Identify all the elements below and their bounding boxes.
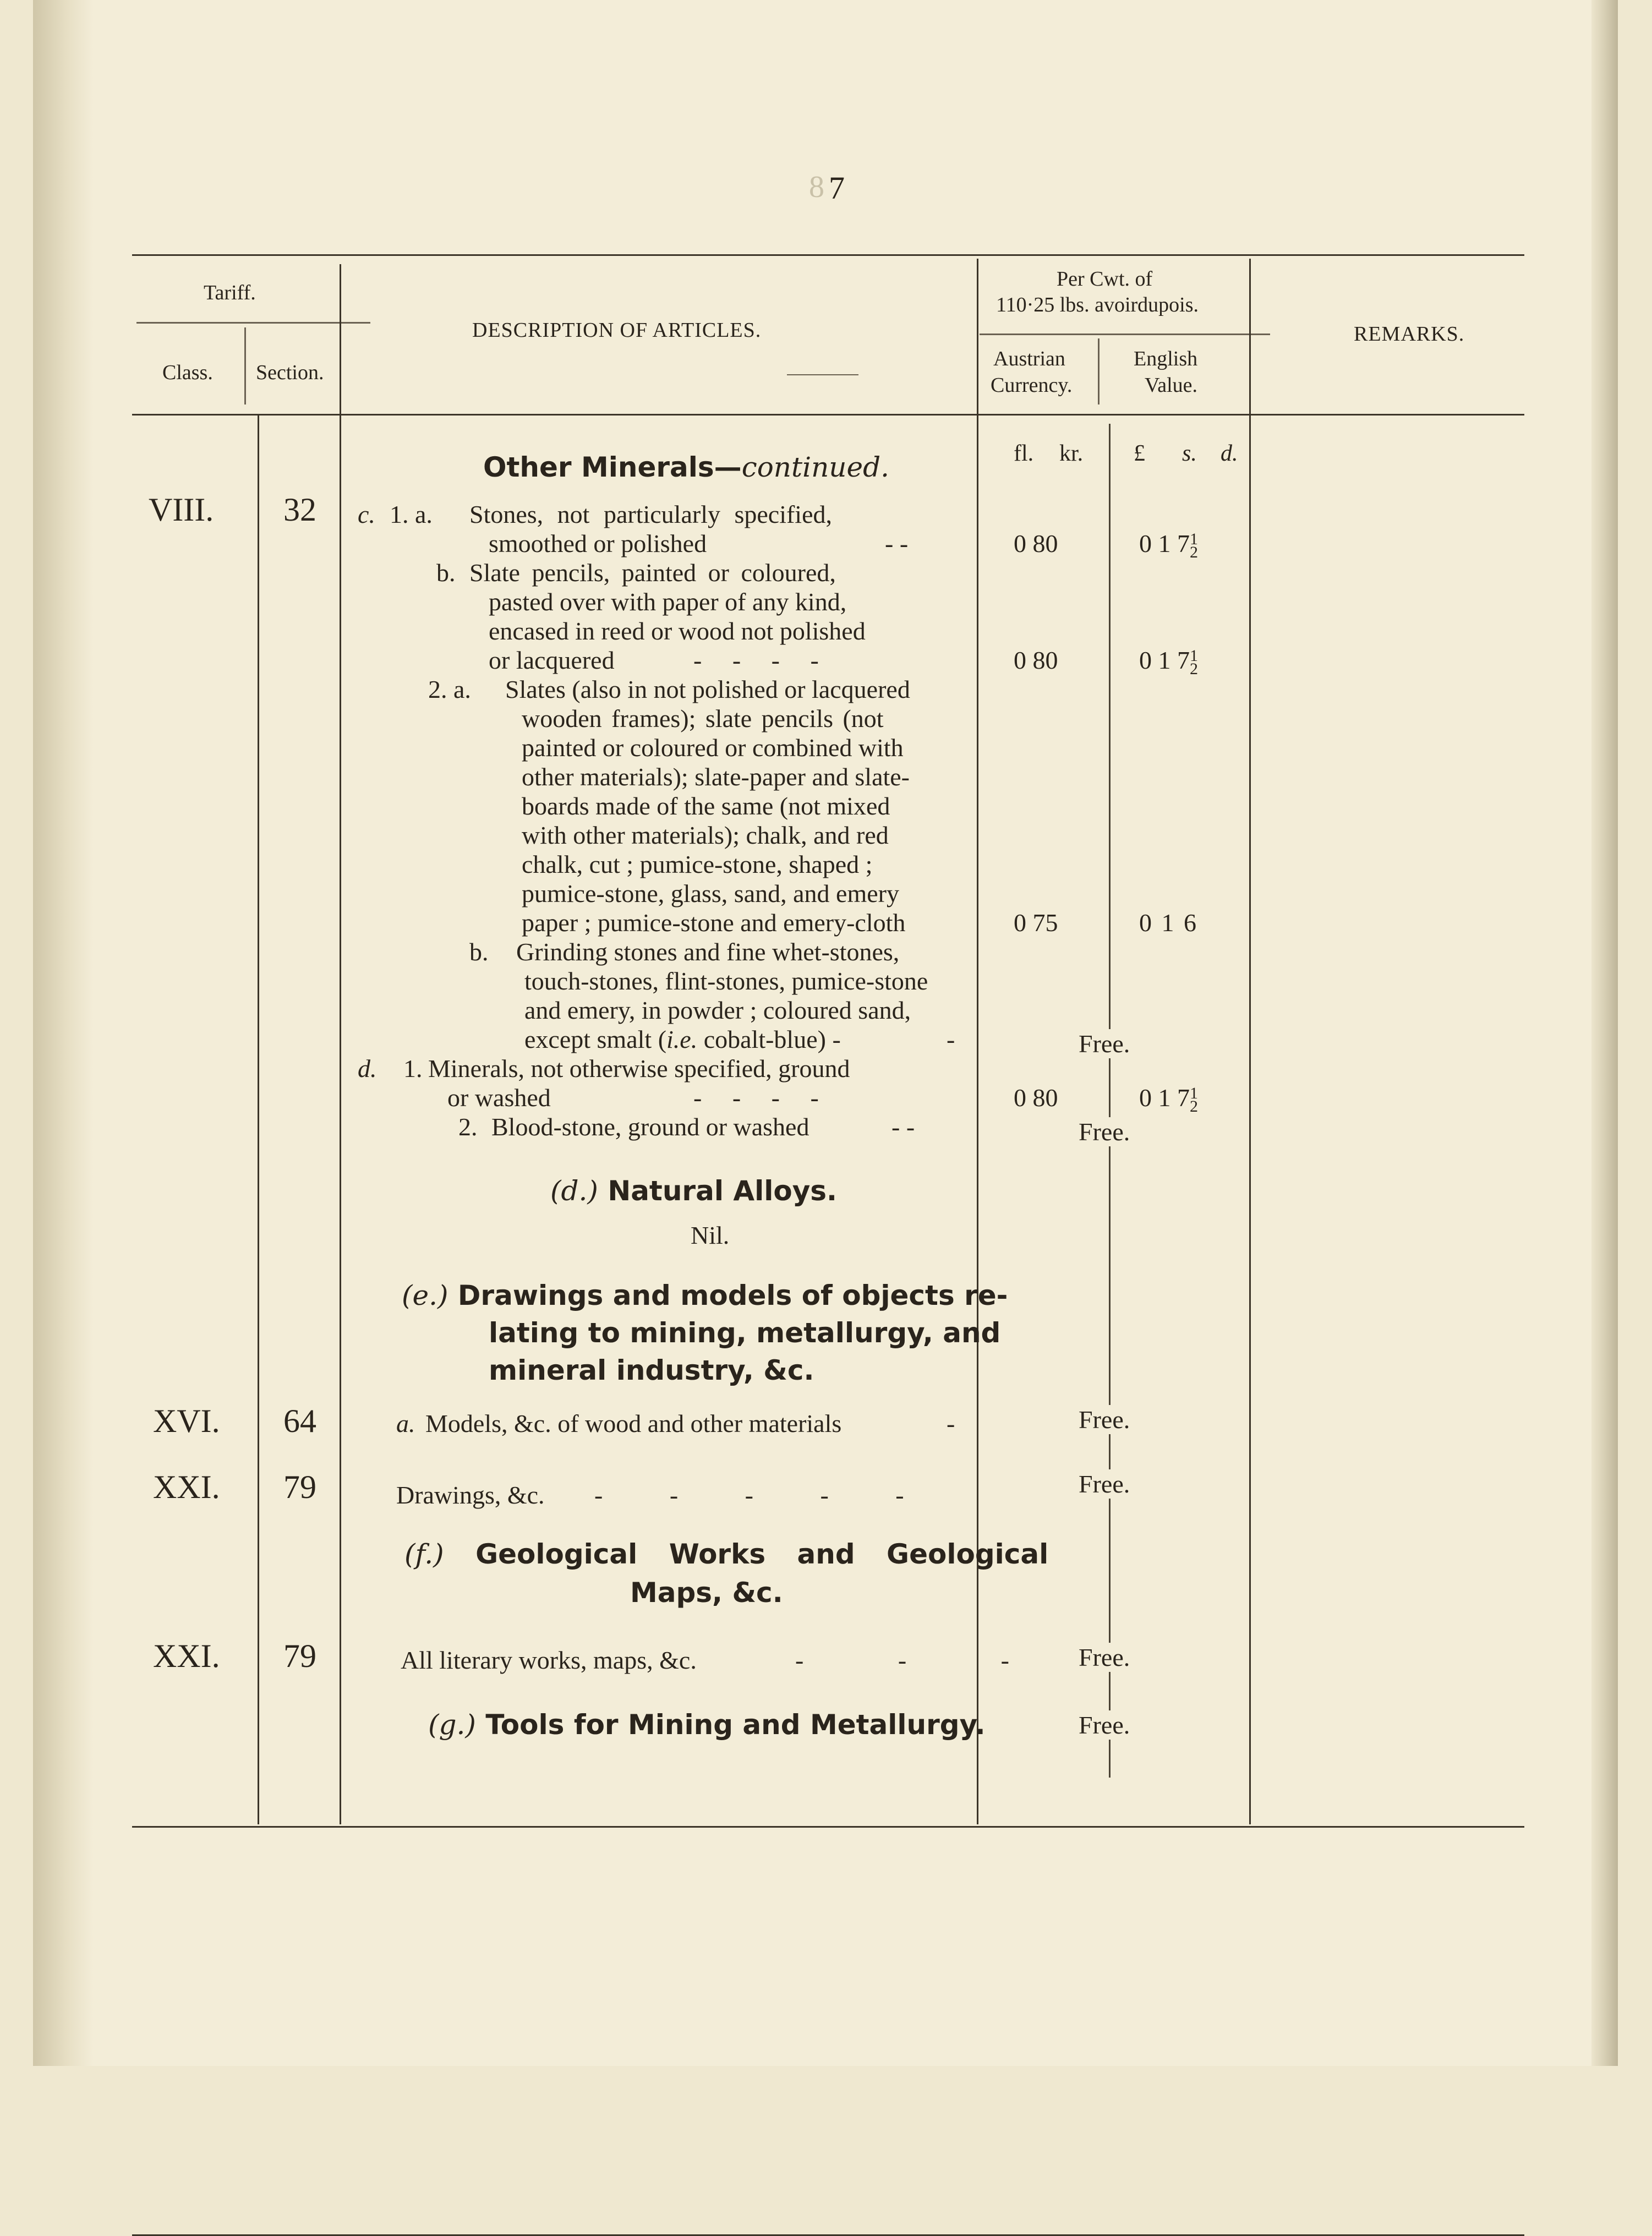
page-edge [1591,0,1618,2066]
d1-dash: - - - - [693,1084,819,1112]
c1a-austrian: 0 80 [1014,529,1058,557]
natural-alloys-heading [550,1175,837,1207]
c1b-english [1139,646,1198,679]
ea-text: Models, &c. of wood and other materials [425,1409,842,1437]
class-section-divider-header [244,327,246,404]
c1b-dash: - - - - [693,646,819,674]
c1b-austrian: 0 80 [1014,646,1058,674]
c1a-line-2: smoothed or polished [489,529,707,557]
ea-free: Free. [1079,1406,1130,1434]
header-austrian-1: Austrian [993,347,1065,370]
half-num: 1 [1190,647,1198,665]
class-xxi-2: XXI. [153,1638,220,1674]
c1a-english-text: 0 1 7 [1139,529,1190,557]
alloys-label: (d.) [550,1175,598,1207]
c2b-num: b. [469,938,489,966]
unit-d [1221,440,1238,467]
c2a-line-1: Slates (also in not polished or lacquered [505,675,910,703]
drawings-text: Drawings, &c. [396,1481,545,1509]
d2-free: Free. [1079,1118,1130,1146]
c1b-line-1: Slate pencils, painted or coloured, [469,559,836,587]
c2b-dash: - [947,1025,955,1053]
c1b-line-4: or lacquered [489,646,615,674]
heading-other-minerals [483,451,889,483]
c1b-line-2: pasted over with paper of any kind, [489,588,847,616]
alloys-title: Natural Alloys. [608,1175,838,1207]
header-english-2: Value. [1145,374,1198,397]
half-num: 1 [1190,1084,1198,1103]
c2a-line-7: chalk, cut ; pumice-stone, shaped ; [522,850,873,878]
class-section-divider [258,416,259,1824]
half-den: 2 [1190,543,1198,562]
c2a-line-2: wooden frames); slate pencils (not [522,704,884,732]
header-remarks: REMARKS. [1354,322,1465,346]
drawings-dash: - - - - - [594,1481,904,1509]
c2a-line-3: painted or coloured or combined with [522,734,904,762]
book-page [33,0,1618,2066]
c2a-line-5: boards made of the same (not mixed [522,792,890,820]
g-title: Tools for Mining and Metallurgy. [485,1709,986,1741]
d1-english-text: 0 1 7 [1139,1084,1190,1112]
page-number: 7 [829,170,845,206]
drawings-free: Free. [1079,1470,1130,1498]
class-xvi: XVI. [153,1403,220,1439]
unit-d-text: d. [1221,441,1238,466]
g-label: (g.) [428,1709,476,1741]
f-title-1: Geological Works and Geological [475,1538,1049,1570]
c-label [358,500,375,529]
e-heading-line-1 [402,1280,1008,1311]
c1a-line-1: Stones, not particularly specified, [469,500,833,528]
header-per-cwt-2: 110·25 lbs. avoirdupois. [996,293,1199,316]
e-heading-line-2: lating to mining, metallurgy, and [489,1317,1001,1349]
percwt-subheader-rule [980,334,1270,335]
unit-s [1182,440,1197,467]
f-label: (f.) [404,1538,444,1570]
section-desc-divider [340,264,341,1824]
c2b-line-4b: cobalt-blue) - [697,1025,841,1053]
d1-num: 1. [403,1054,423,1083]
e-label: (e.) [402,1280,448,1311]
c-label-text: c. [358,500,375,528]
header-english-1: English [1134,347,1198,370]
f-heading-line-2: Maps, &c. [630,1577,783,1609]
class-xxi-1: XXI. [153,1469,220,1505]
ea-label [396,1409,415,1438]
c2a-line-4: other materials); slate-paper and slate- [522,763,910,791]
c2b-line-4i: i.e. [666,1025,698,1053]
d1-line-2: or washed [447,1084,551,1112]
ea-label-text: a. [396,1409,415,1437]
heading-other-minerals-text: Other Minerals— [483,451,742,483]
c1b-english-text: 0 1 7 [1139,646,1190,674]
c1a-num: 1. a. [390,500,433,528]
e-heading-line-3: mineral industry, &c. [489,1354,814,1386]
literary-dash: - - - [795,1646,1009,1674]
unit-fl: fl. [1014,441,1034,466]
d-label-text: d. [358,1054,377,1083]
tariff-subheader-rule [136,322,370,324]
alloys-nil: Nil. [691,1221,730,1249]
d2-line-1: Blood-stone, ground or washed [491,1113,809,1141]
d1-english [1139,1083,1198,1116]
header-section: Section. [256,361,324,384]
austrian-english-divider-header [1098,338,1099,404]
desc-values-divider [977,259,978,1824]
table-end-rule [132,1826,1524,1828]
section-79-1: 79 [283,1469,316,1505]
table-top-rule [132,254,1524,256]
header-per-cwt-1: Per Cwt. of [1057,267,1153,291]
c2a-num: 2. a. [428,675,471,703]
unit-s-text: s. [1182,441,1197,466]
unit-kr: kr. [1059,441,1084,466]
class-viii: VIII. [149,491,214,528]
page-binding-shadow [33,0,94,2066]
description-underline [787,374,858,375]
c2b-line-3: and emery, in powder ; coloured sand, [524,996,911,1024]
c2a-line-8: pumice-stone, glass, sand, and emery [522,879,899,907]
value-column-divider [1109,424,1111,1778]
g-free: Free. [1079,1711,1130,1739]
c2b-free: Free. [1079,1030,1130,1058]
d-label [358,1054,377,1083]
f-heading-line-1 [404,1538,1048,1570]
c1b-num: b. [436,559,456,587]
e-title-1: Drawings and models of objects re- [457,1280,1008,1311]
half-fraction [1190,1084,1198,1116]
d2-num: 2. [458,1113,478,1141]
c2b-line-4 [524,1025,841,1054]
c2a-line-6: with other materials); chalk, and red [522,821,889,849]
c2b-line-1: Grinding stones and fine whet-stones, [516,938,900,966]
section-79-2: 79 [283,1638,316,1674]
section-64: 64 [283,1403,316,1439]
half-num: 1 [1190,530,1198,549]
d1-line-1: Minerals, not otherwise specified, ground [428,1054,850,1083]
values-remarks-divider [1249,259,1251,1824]
c2a-english: 0 1 6 [1139,909,1196,937]
c2b-line-2: touch-stones, flint-stones, pumice-stone [524,967,928,995]
header-class: Class. [162,361,213,384]
half-fraction [1190,530,1198,562]
c2b-line-4a: except smalt ( [524,1025,667,1053]
half-den: 2 [1190,1097,1198,1116]
section-32: 32 [283,491,316,528]
literary-free: Free. [1079,1643,1130,1671]
c1b-line-3: encased in reed or wood not polished [489,617,866,645]
c2a-line-9: paper ; pumice-stone and emery-cloth [522,909,906,937]
header-tariff: Tariff. [204,281,256,304]
c2a-austrian: 0 75 [1014,909,1058,937]
d2-dash: - - [891,1113,915,1141]
header-austrian-2: Currency. [991,374,1073,397]
faint-page-number: 8 [809,170,824,204]
d1-austrian: 0 80 [1014,1084,1058,1112]
heading-continued: continued. [741,451,889,483]
g-heading [428,1709,986,1741]
literary-text: All literary works, maps, &c. [401,1646,697,1674]
half-den: 2 [1190,660,1198,679]
c1a-english [1139,529,1198,562]
half-fraction [1190,647,1198,679]
c1a-dash: - - [885,529,909,557]
ea-dash: - [947,1409,955,1437]
unit-pound: £ [1134,441,1145,466]
header-description: DESCRIPTION OF ARTICLES. [472,319,762,342]
